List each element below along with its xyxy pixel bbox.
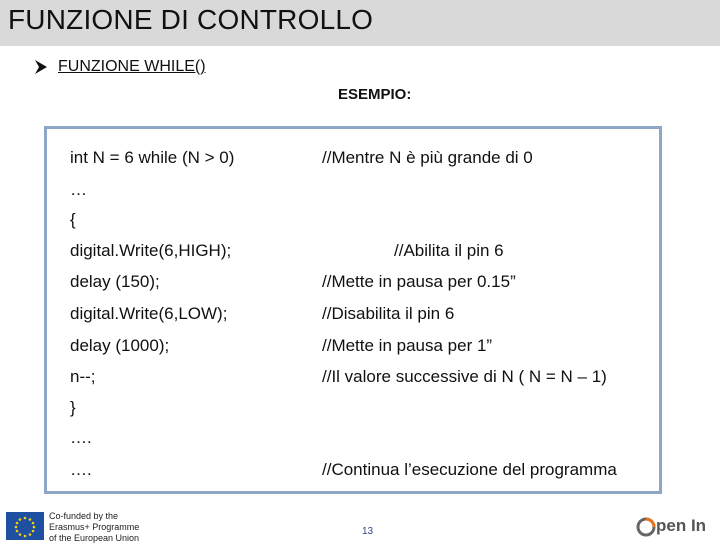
code-line: digital.Write(6,LOW); (70, 304, 228, 323)
open-in-o-icon (636, 516, 656, 538)
eu-funding-text: Co-funded by the Erasmus+ Programme of the European Union (49, 511, 140, 543)
eu-flag-icon (6, 512, 44, 540)
erasmus-logo (2, 508, 162, 543)
code-comment: //Il valore successive di N ( N = N – 1) (322, 367, 607, 386)
subheading-text: FUNZIONE WHILE() (58, 58, 206, 75)
code-comment: //Mette in pausa per 1” (322, 336, 493, 355)
slide-title: FUNZIONE DI CONTROLLO (8, 4, 374, 35)
code-line: … (70, 180, 87, 199)
subheading (34, 58, 206, 76)
example-label: ESEMPIO: (338, 86, 412, 103)
page-number: 13 (362, 526, 374, 537)
code-line: delay (1000); (70, 336, 170, 355)
code-line: n--; (70, 367, 96, 386)
code-comment: //Mette in pausa per 0.15” (322, 272, 516, 291)
code-line: delay (150); (70, 272, 160, 291)
open-in-logo (636, 514, 720, 540)
code-line: { (70, 210, 76, 229)
open-in-logo-text: pen In (656, 516, 707, 535)
code-line: int N = 6 while (N > 0) (70, 148, 235, 167)
code-comment: //Disabilita il pin 6 (322, 304, 455, 323)
code-line: …. (70, 460, 92, 479)
code-line: digital.Write(6,HIGH); (70, 241, 232, 260)
title-bar (0, 0, 720, 46)
code-comment: //Abilita il pin 6 (394, 241, 504, 260)
code-comment: //Mentre N è più grande di 0 (322, 148, 533, 167)
code-line: } (70, 398, 76, 417)
code-line: …. (70, 428, 92, 447)
arrow-bullet-icon (34, 59, 48, 75)
code-comment: //Continua l’esecuzione del programma (322, 460, 617, 479)
